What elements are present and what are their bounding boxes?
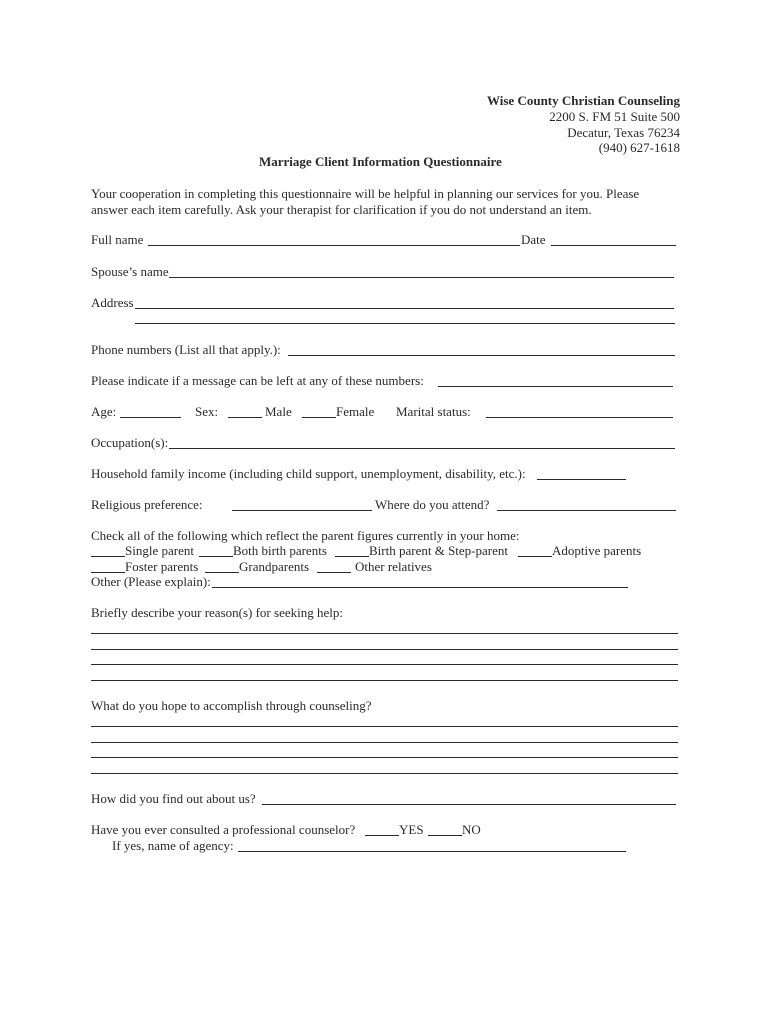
org-name: Wise County Christian Counseling: [487, 93, 680, 108]
female-label: Female: [336, 404, 375, 419]
single-parent-blank[interactable]: [91, 556, 125, 557]
parent-figures-prompt: Check all of the following which reflect the parent figures currently in your home:: [91, 528, 520, 543]
full-name-field[interactable]: [148, 245, 520, 246]
adoptive-parents-blank[interactable]: [518, 556, 552, 557]
phone-numbers-field[interactable]: [288, 355, 675, 356]
marital-status-label: Marital status:: [396, 404, 471, 419]
birth-step-parent-blank[interactable]: [335, 556, 369, 557]
income-label: Household family income (including child support, unemployment, disability, etc.):: [91, 466, 526, 481]
religious-pref-label: Religious preference:: [91, 497, 203, 512]
org-address-line1: 2200 S. FM 51 Suite 500: [549, 109, 680, 124]
no-blank[interactable]: [428, 835, 462, 836]
form-title: Marriage Client Information Questionnaire: [259, 154, 502, 169]
where-attend-field[interactable]: [497, 510, 676, 511]
reasons-field-line3[interactable]: [91, 664, 678, 665]
other-relatives-label: Other relatives: [355, 559, 432, 574]
reasons-field-line2[interactable]: [91, 649, 678, 650]
male-label: Male: [265, 404, 292, 419]
spouse-name-field[interactable]: [169, 277, 674, 278]
sex-label: Sex:: [195, 404, 219, 419]
intro-line-1: Your cooperation in completing this questionnaire will be helpful in planning our services for you. Please: [91, 186, 640, 201]
foster-parents-label: Foster parents: [125, 559, 199, 574]
foster-parents-blank[interactable]: [91, 572, 125, 573]
agency-name-field[interactable]: [238, 851, 626, 852]
where-attend-label: Where do you attend?: [375, 497, 490, 512]
address-field-line1[interactable]: [135, 308, 674, 309]
agency-name-label: If yes, name of agency:: [112, 838, 234, 853]
reasons-label: Briefly describe your reason(s) for seeking help:: [91, 605, 343, 620]
marital-status-field[interactable]: [486, 417, 673, 418]
date-field[interactable]: [551, 245, 676, 246]
message-ok-field[interactable]: [438, 386, 673, 387]
no-label: NO: [462, 822, 481, 837]
full-name-label: Full name: [91, 232, 144, 247]
reasons-field-line4[interactable]: [91, 680, 678, 681]
message-ok-label: Please indicate if a message can be left at any of these numbers:: [91, 373, 424, 388]
other-relatives-blank[interactable]: [317, 572, 351, 573]
consulted-before-label: Have you ever consulted a professional counselor?: [91, 822, 356, 837]
birth-step-parent-label: Birth parent & Step-parent: [369, 543, 508, 558]
age-label: Age:: [91, 404, 117, 419]
org-phone: (940) 627-1618: [598, 140, 680, 155]
spouse-name-label: Spouse’s name: [91, 264, 169, 279]
phone-numbers-label: Phone numbers (List all that apply.):: [91, 342, 281, 357]
other-explain-field[interactable]: [212, 587, 628, 588]
found-us-field[interactable]: [262, 804, 676, 805]
intro-line-2: answer each item carefully. Ask your therapist for clarification if you do not understand an item.: [91, 202, 592, 217]
income-field[interactable]: [537, 479, 626, 480]
age-field[interactable]: [120, 417, 181, 418]
hope-field-line4[interactable]: [91, 773, 678, 774]
yes-label: YES: [399, 822, 424, 837]
both-birth-parents-label: Both birth parents: [233, 543, 327, 558]
occupation-field[interactable]: [169, 448, 675, 449]
address-field-line2[interactable]: [135, 323, 675, 324]
single-parent-label: Single parent: [125, 543, 194, 558]
address-label: Address: [91, 295, 134, 310]
hope-accomplish-label: What do you hope to accomplish through counseling?: [91, 698, 372, 713]
grandparents-label: Grandparents: [239, 559, 310, 574]
religious-pref-field[interactable]: [232, 510, 372, 511]
other-explain-label: Other (Please explain):: [91, 574, 211, 589]
sex-male-blank[interactable]: [228, 417, 262, 418]
hope-field-line2[interactable]: [91, 742, 678, 743]
grandparents-blank[interactable]: [205, 572, 239, 573]
occupation-label: Occupation(s):: [91, 435, 169, 450]
org-address-line2: Decatur, Texas 76234: [567, 125, 680, 140]
reasons-field-line1[interactable]: [91, 633, 678, 634]
both-birth-parents-blank[interactable]: [199, 556, 233, 557]
found-us-label: How did you find out about us?: [91, 791, 256, 806]
sex-female-blank[interactable]: [302, 417, 336, 418]
hope-field-line1[interactable]: [91, 726, 678, 727]
yes-blank[interactable]: [365, 835, 399, 836]
date-label: Date: [521, 232, 546, 247]
adoptive-parents-label: Adoptive parents: [552, 543, 642, 558]
hope-field-line3[interactable]: [91, 757, 678, 758]
